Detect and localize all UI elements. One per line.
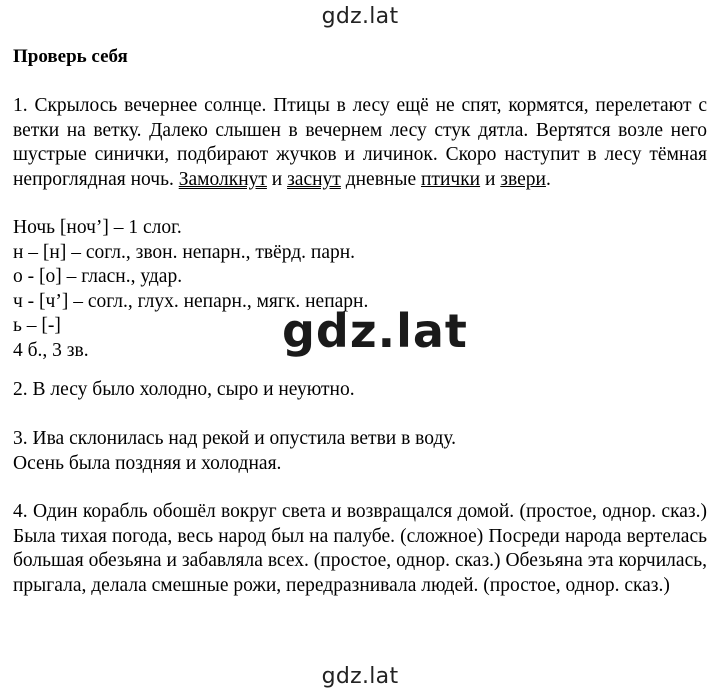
analysis-line: о - [о] – гласн., удар. bbox=[13, 266, 183, 287]
watermark-top: gdz.lat bbox=[321, 4, 399, 29]
predicate-2: заснут bbox=[287, 168, 341, 190]
analysis-line: ь – [-] bbox=[13, 315, 61, 336]
watermark-bottom: gdz.lat bbox=[321, 664, 399, 689]
task-1-paragraph bbox=[13, 94, 707, 192]
task-3-line: Осень была поздняя и холодная. bbox=[13, 452, 282, 474]
subject-1: птички bbox=[421, 168, 481, 190]
analysis-line: 4 б., 3 зв. bbox=[13, 339, 89, 361]
task-3-line: 3. Ива склонилась над рекой и опустила ветви в воду. bbox=[13, 428, 457, 449]
task-2-paragraph: 2. В лесу было холодно, сыро и неуютно. bbox=[13, 379, 355, 400]
task-1-end: . bbox=[545, 168, 551, 190]
analysis-line: Ночь [ноч’] – 1 слог. bbox=[13, 217, 182, 238]
conjunction-1: и bbox=[266, 168, 288, 190]
watermark-center: gdz.lat bbox=[282, 304, 468, 358]
task-1-mid-text: дневные bbox=[340, 168, 421, 190]
analysis-line: ч - [ч’] – согл., глух. непарн., мягк. непарн. bbox=[13, 290, 369, 312]
task-1-text: 1. Скрылось вечернее солнце. Птицы в лесу ещё не спят, кормятся, перелетают с ветки на ветку. Далеко слышен в вечернем лесу стук дятла. Вертятся возле него шустрые синички, подбирают жучков и личинок. Скоро наступит в лесу тёмная непроглядная ночь. bbox=[13, 95, 707, 190]
analysis-line: н – [н] – согл., звон. непарн., твёрд. парн. bbox=[13, 241, 356, 263]
task-4-paragraph: 4. Один корабль обошёл вокруг света и возвращался домой. (простое, однор. сказ.) Была тихая погода, весь народ был на палубе. (сложное) Посреди народа вертелась большая обезьяна и забавляла всех. (простое, однор. сказ.) Обезьяна эта корчилась, прыгала, делала смешные рожи, передразнивала людей. (простое, однор. сказ.) bbox=[13, 501, 707, 596]
task-3-paragraph bbox=[13, 427, 707, 476]
section-title: Проверь себя bbox=[13, 46, 128, 67]
predicate-1: Замолкнут bbox=[178, 168, 267, 190]
subject-2: звери bbox=[500, 168, 546, 190]
conjunction-2: и bbox=[480, 168, 501, 190]
